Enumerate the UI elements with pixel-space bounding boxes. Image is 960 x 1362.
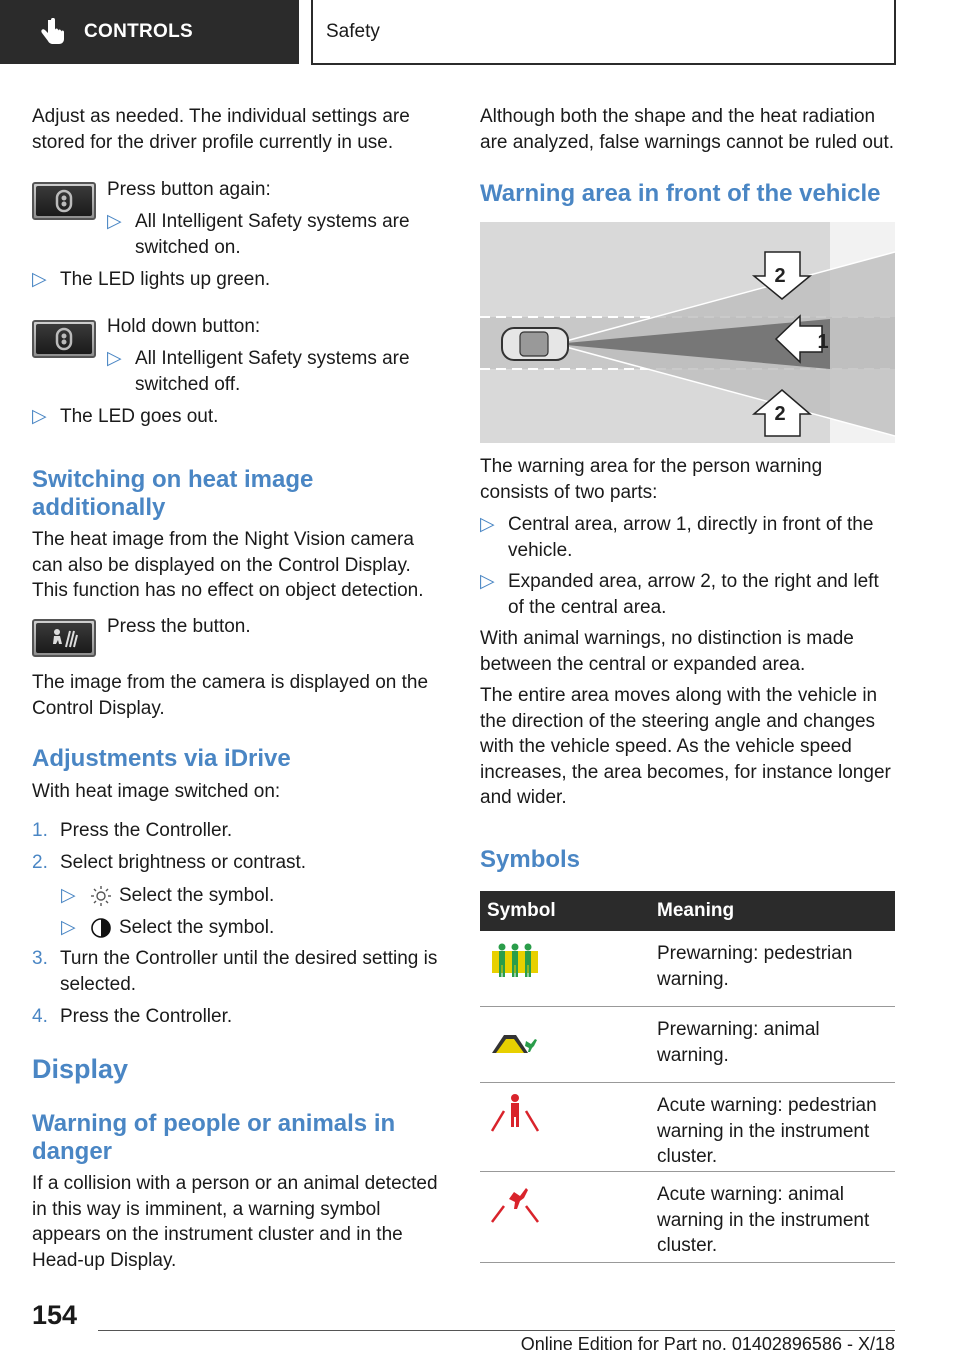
safety-button-image — [32, 182, 96, 220]
heading-heat-image: Switching on heat image additionally — [32, 466, 314, 521]
arrow-mid-label: 1 — [817, 331, 829, 353]
led-out-item: ▷ The LED goes out. — [32, 404, 442, 430]
col-meaning-header: Meaning — [657, 900, 735, 921]
symbols-table — [480, 891, 895, 1263]
triangle-bullet-icon: ▷ — [32, 406, 47, 427]
car-top-view-icon — [502, 328, 568, 360]
press-again-text: Press button again: — [107, 179, 271, 200]
heading-symbols: Symbols — [480, 846, 581, 873]
table-row: Prewarning: animal warning. — [480, 1007, 895, 1083]
contrast-icon — [89, 917, 113, 939]
step-3: 3. Turn the Controller until the desired setting is selected. — [32, 948, 438, 995]
footer-edition: Online Edition for Part no. 01402896586 - X/18 — [520, 1334, 895, 1354]
safety-button-icon — [55, 327, 73, 351]
night-vision-icon — [50, 627, 78, 649]
arrow-top-label: 2 — [774, 265, 786, 287]
triangle-bullet-icon: ▷ — [107, 211, 122, 232]
header-section-tab — [0, 0, 299, 64]
step-1: 1. Press the Controller. — [32, 820, 233, 841]
camera-paragraph: The image from the camera is displayed on the Control Display. — [32, 672, 429, 719]
triangle-bullet-icon: ▷ — [480, 514, 495, 535]
hold-down-text: Hold down button: — [107, 316, 261, 337]
led-green-item: ▷ The LED lights up green. — [32, 267, 442, 293]
page-number: 154 — [32, 1300, 78, 1330]
heading-display: Display — [32, 1054, 129, 1084]
heading-warning-area: Warning area in front of the vehicle — [480, 180, 881, 207]
triangle-bullet-icon: ▷ — [480, 571, 495, 592]
animal-prewarning-icon — [490, 1029, 540, 1057]
table-row: Acute warning: pedestrian warning in the instrument cluster. — [480, 1083, 895, 1172]
bullet-central: ▷ Central area, arrow 1, directly in front of the vehicle. — [480, 512, 895, 563]
warning-paragraph: If a collision with a person or an animal detected in this way is imminent, a warning symbol appears on the instrument cluster and in the Head-up Display. — [32, 1173, 438, 1271]
step-2-contrast: ▷ Select the symbol. — [61, 915, 441, 941]
heading-warning-people: Warning of people or animals in danger — [32, 1110, 396, 1165]
header-chapter-box — [311, 0, 896, 65]
press-button-text: Press the button. — [107, 616, 251, 637]
false-warnings-paragraph: Although both the shape and the heat radiation are analyzed, false warnings cannot be ruled out. — [480, 106, 895, 153]
step-4: 4. Press the Controller. — [32, 1006, 233, 1027]
brightness-sun-icon — [89, 885, 113, 907]
warning-area-figure — [480, 222, 895, 443]
area-paragraph: The warning area for the person warning consists of two parts: — [480, 456, 823, 503]
triangle-bullet-icon: ▷ — [107, 348, 122, 369]
heat-paragraph: The heat image from the Night Vision camera can also be displayed on the Control Display. This function has no effect on object detection. — [32, 529, 424, 601]
triangle-bullet-icon: ▷ — [61, 917, 76, 938]
animal-acute-warning-icon — [490, 1184, 540, 1224]
safety-button-icon — [55, 189, 73, 213]
header-chapter-label: Safety — [326, 20, 380, 42]
with-heat-text: With heat image switched on: — [32, 781, 281, 802]
triangle-bullet-icon: ▷ — [32, 269, 47, 290]
arrow-bottom-label: 2 — [774, 403, 786, 425]
safety-button-image-2 — [32, 320, 96, 358]
col-symbol-header: Symbol — [487, 900, 556, 921]
animal-paragraph: With animal warnings, no distinction is made between the central or expanded area. — [480, 628, 854, 675]
table-row: Acute warning: animal warning in the instrument cluster. — [480, 1172, 895, 1263]
pedestrian-acute-warning-icon — [490, 1093, 540, 1133]
press-again-sub: ▷ All Intelligent Safety systems are switched on. — [107, 209, 442, 260]
table-header — [480, 891, 895, 931]
footer-rule — [98, 1330, 895, 1331]
header-section-label: CONTROLS — [84, 21, 194, 42]
bullet-expanded: ▷ Expanded area, arrow 2, to the right and left of the central area. — [480, 569, 895, 620]
hold-down-sub: ▷ All Intelligent Safety systems are switched off. — [107, 346, 442, 397]
triangle-bullet-icon: ▷ — [61, 885, 76, 906]
night-vision-button-image — [32, 619, 96, 657]
step-2-brightness: ▷ Select the symbol. — [61, 883, 441, 909]
hand-pointer-icon — [40, 18, 66, 46]
table-row: Prewarning: pedestrian warning. — [480, 931, 895, 1007]
heading-idrive: Adjustments via iDrive — [32, 745, 291, 772]
intro-paragraph: Adjust as needed. The individual settings are stored for the driver profile currently in use. — [32, 106, 410, 153]
moves-paragraph: The entire area moves along with the vehicle in the direction of the steering angle and changes with the vehicle speed. As the vehicle speed increases, the area becomes, for instance longer and wider. — [480, 685, 891, 808]
step-2: 2. Select brightness or contrast. — [32, 852, 307, 873]
pedestrian-prewarning-icon — [490, 941, 540, 981]
